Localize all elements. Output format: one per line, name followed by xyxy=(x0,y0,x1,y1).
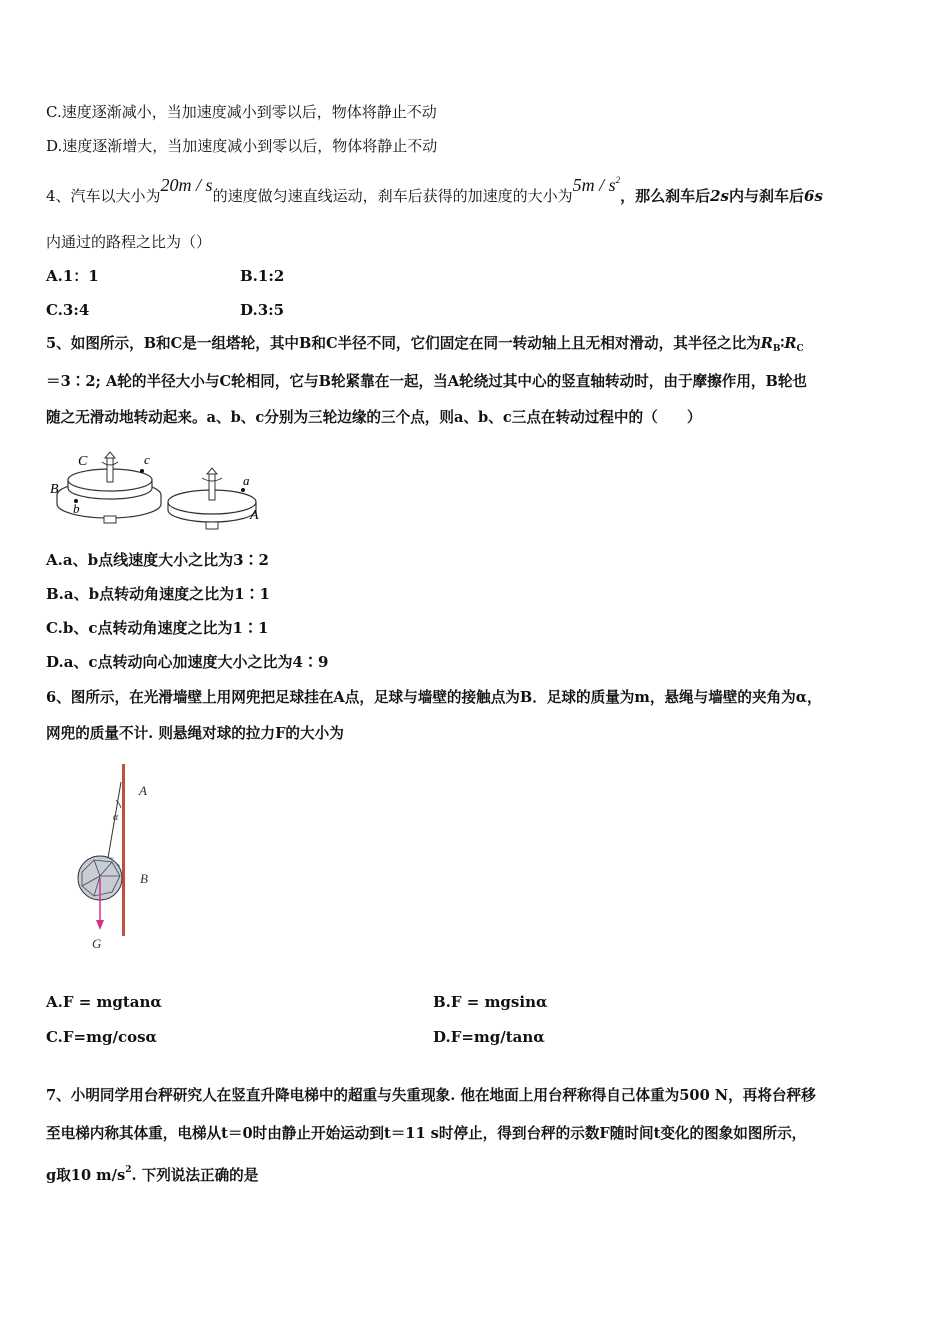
q4-option-b: B.1:2 xyxy=(240,267,285,285)
q4-time2: 6s xyxy=(804,187,823,205)
q4-stem-line2: 内通过的路程之比为（） xyxy=(46,233,212,251)
q4-acceleration xyxy=(573,175,621,195)
q5-text-1: 5、如图所示，B和C是一组塔轮，其中B和C半径不同，它们固定在同一转动轴上且无相对滑动，其半径之比为 xyxy=(46,335,761,352)
q6-option-d: D.F=mg/tanα xyxy=(433,1028,545,1046)
q5-label-C: C xyxy=(78,454,88,469)
q7-g-exp: 2 xyxy=(125,1165,132,1175)
q4-option-c: C.3:4 xyxy=(46,301,90,319)
q6-option-c: C.F=mg/cosα xyxy=(46,1028,158,1046)
q6-label-B: B xyxy=(140,871,148,886)
q7-question: . 下列说法正确的是 xyxy=(131,1167,259,1184)
q5-stem-line3: 随之无滑动地转动起来。a、b、c分别为三轮边缘的三个点，则a、b、c三点在转动过程中的（ ） xyxy=(46,409,702,426)
q4-text-d: 内与刹车后 xyxy=(729,187,805,205)
q5-label-c: c xyxy=(144,452,150,467)
q4-option-a: A.1：1 xyxy=(46,267,99,285)
q5-stem-line2: ＝3∶2; A轮的半径大小与C轮相同，它与B轮紧靠在一起，当A轮绕过其中心的竖直轴转动时，由于摩擦作用，B轮也 xyxy=(46,373,808,390)
q4-time1: 2s xyxy=(710,187,729,205)
q5-option-d: D.a、c点转动向心加速度大小之比为4∶9 xyxy=(46,653,329,671)
q4-text-a: 4、汽车以大小为 xyxy=(46,187,161,205)
q6-label-alpha: α xyxy=(113,812,119,823)
q5-rc: R xyxy=(784,335,797,352)
q4-acc-exp: 2 xyxy=(615,175,621,185)
q4-option-d: D.3:5 xyxy=(240,301,285,319)
q5-label-B: B xyxy=(50,482,59,497)
q5-rc-sub: C xyxy=(796,344,804,354)
q4-acc-value: 5m / s xyxy=(572,175,616,195)
q5-label-A: A xyxy=(250,508,259,523)
q5-figure-tower-wheels xyxy=(46,440,286,532)
q3-option-d: D.速度逐渐增大，当加速度减小到零以后，物体将静止不动 xyxy=(46,137,438,155)
q5-ratio-colon: ∶ xyxy=(780,335,785,352)
q5-rb-sub: B xyxy=(772,344,781,354)
q6-stem-line2: 网兜的质量不计. 则悬绳对球的拉力F的大小为 xyxy=(46,725,344,742)
q5-option-c: C.b、c点转动角速度之比为1∶1 xyxy=(46,619,269,637)
q5-label-a: a xyxy=(243,473,250,488)
q6-label-G: G xyxy=(92,936,102,951)
q7-stem-line3 xyxy=(46,1160,258,1186)
q5-rb: R xyxy=(760,335,773,352)
q7-stem-line2: 至电梯内称其体重，电梯从t＝0时由静止开始运动到t＝11 s时停止，得到台秤的示数F随时间t变化的图象如图所示， xyxy=(46,1125,807,1142)
q5-option-a: A.a、b点线速度大小之比为3∶2 xyxy=(46,551,269,569)
q7-stem-line1: 7、小明同学用台秤研究人在竖直升降电梯中的超重与失重现象. 他在地面上用台秤称得自己体重为500 N，再将台秤移 xyxy=(46,1087,816,1104)
q4-stem-line1 xyxy=(46,175,823,206)
q7-g-value: g取10 m/s xyxy=(46,1167,126,1184)
q4-text-c: ，那么刹车后 xyxy=(620,187,711,205)
q6-stem-line1: 6、图所示，在光滑墙壁上用网兜把足球挂在A点，足球与墙壁的接触点为B．足球的质量为m，悬绳与墙壁的夹角为α， xyxy=(46,689,822,706)
q6-figure-football-net xyxy=(72,760,172,960)
q6-label-A: A xyxy=(139,783,147,798)
q3-option-c: C.速度逐渐减小，当加速度减小到零以后，物体将静止不动 xyxy=(46,103,437,121)
q6-option-b: B.F = mgsinα xyxy=(433,993,548,1011)
q4-text-b: 的速度做匀速直线运动，刹车后获得的加速度的大小为 xyxy=(212,187,573,205)
q4-speed: 20m / s xyxy=(160,175,213,195)
q5-label-b: b xyxy=(73,501,80,516)
q5-stem-line1 xyxy=(46,334,804,359)
q5-option-b: B.a、b点转动角速度之比为1∶1 xyxy=(46,585,270,603)
q6-option-a: A.F = mgtanα xyxy=(46,993,162,1011)
